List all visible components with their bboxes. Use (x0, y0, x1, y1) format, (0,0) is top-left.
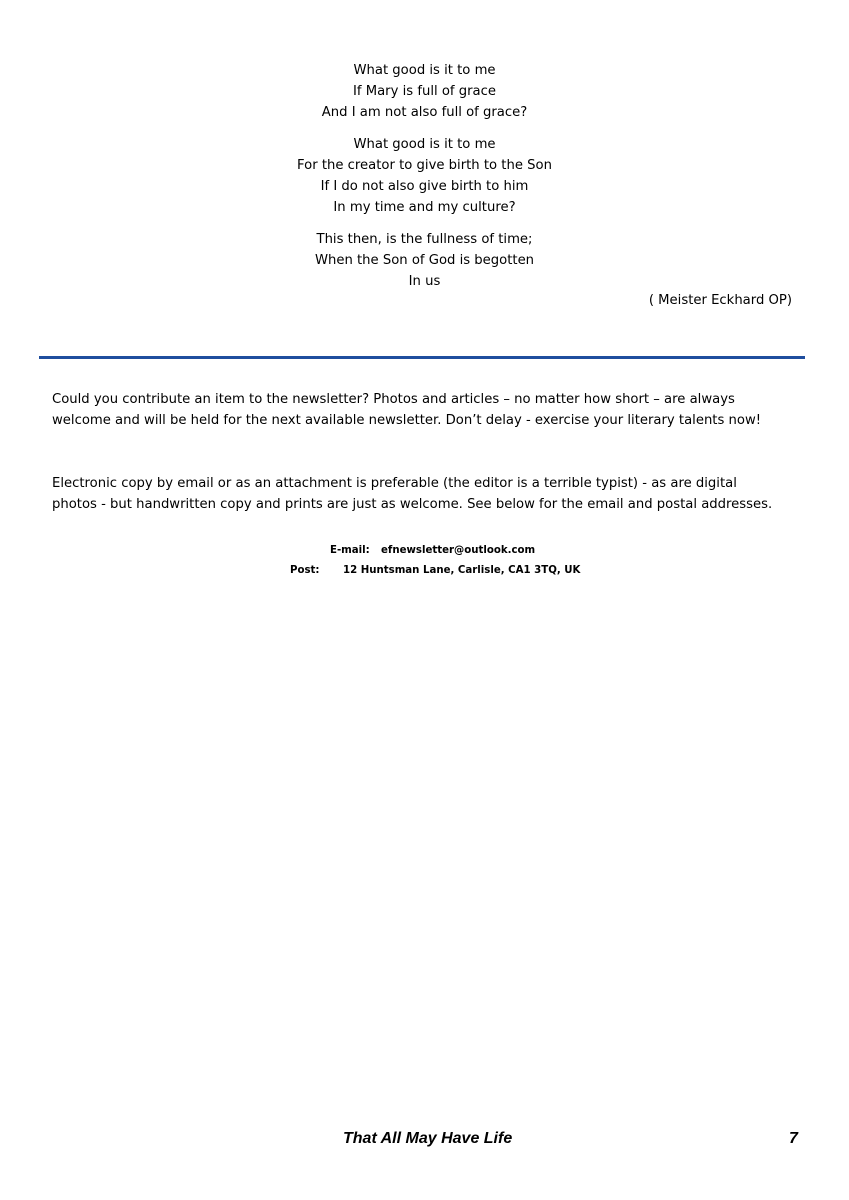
poem-line: In us (408, 274, 441, 289)
email-label: E-mail: (330, 545, 370, 556)
poem-line: When the Son of God is begotten (314, 253, 535, 268)
poem-stanza-3 (0, 229, 849, 292)
postal-address: 12 Huntsman Lane, Carlisle, CA1 3TQ, UK (343, 565, 581, 576)
appeal-paragraph-1: Could you contribute an item to the newsletter? Photos and articles – no matter how short – are always welcome and will be held for the next available newsletter. Don’t delay - exercise your literary talents now! (52, 392, 762, 428)
poem-line: And I am not also full of grace? (321, 105, 528, 120)
section-divider (39, 356, 805, 359)
poem-attribution: ( Meister Eckhard OP) (648, 293, 792, 308)
poem-stanza-1 (0, 60, 849, 123)
poem (0, 60, 849, 303)
email-address: efnewsletter@outlook.com (381, 545, 536, 556)
poem-line: If Mary is full of grace (353, 84, 496, 99)
poem-stanza-2 (0, 134, 849, 218)
poem-line: This then, is the fullness of time; (316, 232, 533, 247)
poem-line: If I do not also give birth to him (320, 179, 529, 194)
poem-line: For the creator to give birth to the Son (297, 158, 552, 173)
poem-line: What good is it to me (353, 63, 496, 78)
poem-line: What good is it to me (353, 137, 496, 152)
poem-line: In my time and my culture? (333, 200, 516, 215)
post-label: Post: (290, 565, 320, 576)
page-number: 7 (789, 1130, 798, 1147)
appeal-paragraph-2: Electronic copy by email or as an attachment is preferable (the editor is a terrible typist) - as are digital photos - but handwritten copy and prints are just as welcome. See below for the email and postal addresses. (52, 476, 773, 512)
footer-title: That All May Have Life (343, 1130, 513, 1147)
